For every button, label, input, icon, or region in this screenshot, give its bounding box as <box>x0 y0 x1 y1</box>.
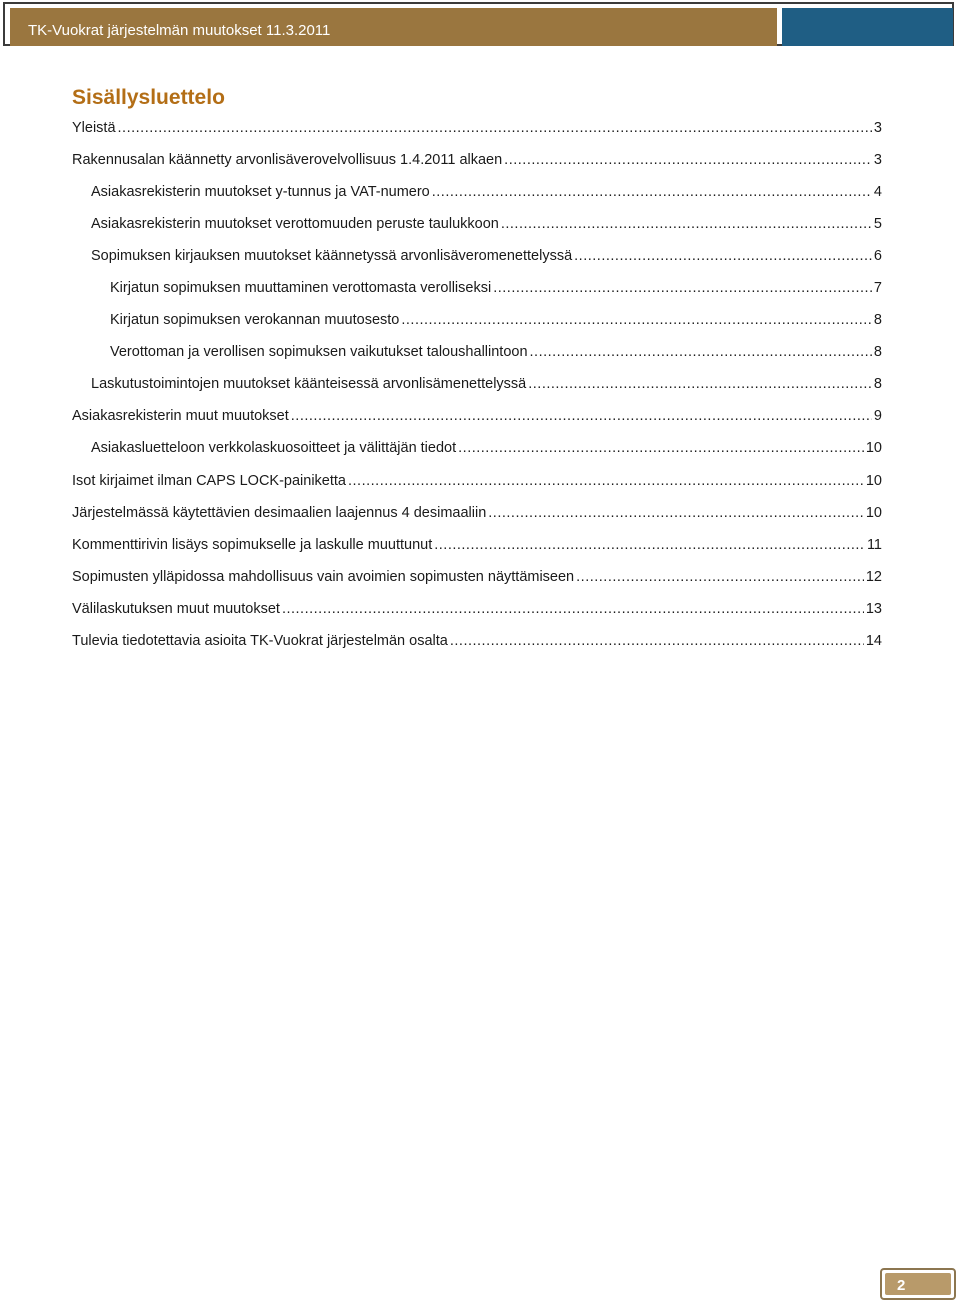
toc-dot-leader <box>574 240 872 272</box>
toc-entry-label: Yleistä <box>72 120 116 136</box>
toc-entry-page: 3 <box>873 120 882 136</box>
table-of-contents <box>0 112 960 657</box>
toc-entry[interactable] <box>0 208 960 240</box>
toc-dot-leader <box>504 144 872 176</box>
toc-dot-leader <box>576 561 864 593</box>
page-number: 2 <box>897 1277 906 1294</box>
toc-entry-line <box>110 336 882 368</box>
toc-entry[interactable] <box>0 465 960 497</box>
toc-entry-label: Asiakasrekisterin muut muutokset <box>72 408 289 425</box>
toc-entry-label: Välilaskutuksen muut muutokset <box>72 600 280 617</box>
toc-dot-leader <box>348 465 864 497</box>
toc-entry-page: 11 <box>866 536 882 553</box>
toc-entry-label: Asiakasrekisterin muutokset verottomuuden peruste taulukkoon <box>91 216 499 233</box>
toc-entry-line <box>72 497 882 529</box>
toc-entry-page: 8 <box>873 344 882 361</box>
toc-entry-line <box>72 625 882 657</box>
page-number-badge-fill <box>885 1273 951 1295</box>
toc-entry-line <box>72 593 882 625</box>
toc-entry-page: 7 <box>873 280 882 297</box>
toc-entry-page: 10 <box>865 472 882 489</box>
toc-dot-leader <box>488 497 864 529</box>
toc-entry-label: Järjestelmässä käytettävien desimaalien laajennus 4 desimaaliin <box>72 504 487 521</box>
toc-entry-line <box>110 272 882 304</box>
toc-entry-page: 8 <box>873 376 882 393</box>
toc-entry-line <box>91 176 882 208</box>
toc-dot-leader <box>291 400 872 432</box>
toc-entry[interactable] <box>0 497 960 529</box>
toc-dot-leader <box>118 112 872 144</box>
toc-entry-line <box>72 529 882 561</box>
toc-entry-line <box>72 400 882 432</box>
toc-entry-page: 8 <box>873 312 882 329</box>
toc-entry-label: Sopimusten ylläpidossa mahdollisuus vain avoimien sopimusten näyttämiseen <box>72 568 575 585</box>
toc-entry-page: 13 <box>865 600 882 617</box>
toc-entry-page: 4 <box>873 184 882 201</box>
toc-entry-label: Kirjatun sopimuksen verokannan muutosesto <box>110 312 400 329</box>
toc-dot-leader <box>401 304 872 336</box>
toc-entry-line <box>72 144 882 176</box>
document-title: TK-Vuokrat järjestelmän muutokset 11.3.2011 <box>28 22 331 39</box>
toc-entry[interactable] <box>0 112 960 144</box>
toc-dot-leader <box>434 529 865 561</box>
toc-dot-leader <box>493 272 872 304</box>
toc-entry[interactable] <box>0 240 960 272</box>
toc-entry-label: Tulevia tiedotettavia asioita TK-Vuokrat järjestelmän osalta <box>72 632 448 649</box>
toc-dot-leader <box>528 368 872 400</box>
toc-entry[interactable] <box>0 176 960 208</box>
toc-entry-label: Isot kirjaimet ilman CAPS LOCK-painiketta <box>72 472 346 489</box>
toc-entry[interactable] <box>0 304 960 336</box>
toc-entry[interactable] <box>0 336 960 368</box>
toc-entry-page: 10 <box>865 440 882 457</box>
toc-dot-leader <box>501 208 872 240</box>
toc-entry-line <box>110 304 882 336</box>
toc-entry-label: Rakennusalan käännetty arvonlisäverovelvollisuus 1.4.2011 alkaen <box>72 152 503 169</box>
toc-entry-page: 12 <box>865 568 882 585</box>
toc-dot-leader <box>432 176 872 208</box>
toc-entry-line <box>91 368 882 400</box>
toc-entry-page: 6 <box>873 248 882 265</box>
toc-dot-leader <box>282 593 864 625</box>
toc-entry[interactable] <box>0 593 960 625</box>
toc-entry[interactable] <box>0 432 960 464</box>
toc-dot-leader <box>450 625 864 657</box>
toc-entry-label: Laskutustoimintojen muutokset käänteisessä arvonlisämenettelyssä <box>91 376 527 393</box>
toc-entry-page: 14 <box>865 632 882 649</box>
toc-entry-page: 3 <box>873 152 882 169</box>
toc-entry-page: 10 <box>865 504 882 521</box>
toc-entry-label: Sopimuksen kirjauksen muutokset käännetyssä arvonlisäveromenettelyssä <box>91 248 573 265</box>
toc-entry-line <box>72 112 882 144</box>
toc-entry[interactable] <box>0 144 960 176</box>
toc-entry[interactable] <box>0 368 960 400</box>
toc-entry[interactable] <box>0 400 960 432</box>
toc-dot-leader <box>530 336 872 368</box>
toc-entry[interactable] <box>0 561 960 593</box>
header-accent-bar <box>782 8 953 46</box>
toc-entry[interactable] <box>0 272 960 304</box>
toc-dot-leader <box>458 432 864 464</box>
toc-entry-label: Verottoman ja verollisen sopimuksen vaikutukset taloushallintoon <box>110 344 528 361</box>
toc-entry-line <box>91 208 882 240</box>
toc-entry-label: Kommenttirivin lisäys sopimukselle ja laskulle muuttunut <box>72 536 433 553</box>
toc-entry-label: Asiakasluetteloon verkkolaskuosoitteet ja välittäjän tiedot <box>91 440 457 457</box>
toc-entry-label: Asiakasrekisterin muutokset y-tunnus ja VAT-numero <box>91 184 430 201</box>
toc-entry-line <box>91 432 882 464</box>
toc-entry-page: 5 <box>873 216 882 233</box>
toc-entry-line <box>91 240 882 272</box>
header-title-bar <box>10 8 777 46</box>
toc-entry-page: 9 <box>873 408 882 425</box>
page-header <box>3 2 954 46</box>
toc-entry[interactable] <box>0 529 960 561</box>
toc-entry-line <box>72 561 882 593</box>
toc-entry-label: Kirjatun sopimuksen muuttaminen verottomasta verolliseksi <box>110 280 492 297</box>
toc-entry-line <box>72 465 882 497</box>
toc-entry[interactable] <box>0 625 960 657</box>
page-number-badge <box>880 1268 956 1300</box>
toc-heading: Sisällysluettelo <box>72 86 225 109</box>
